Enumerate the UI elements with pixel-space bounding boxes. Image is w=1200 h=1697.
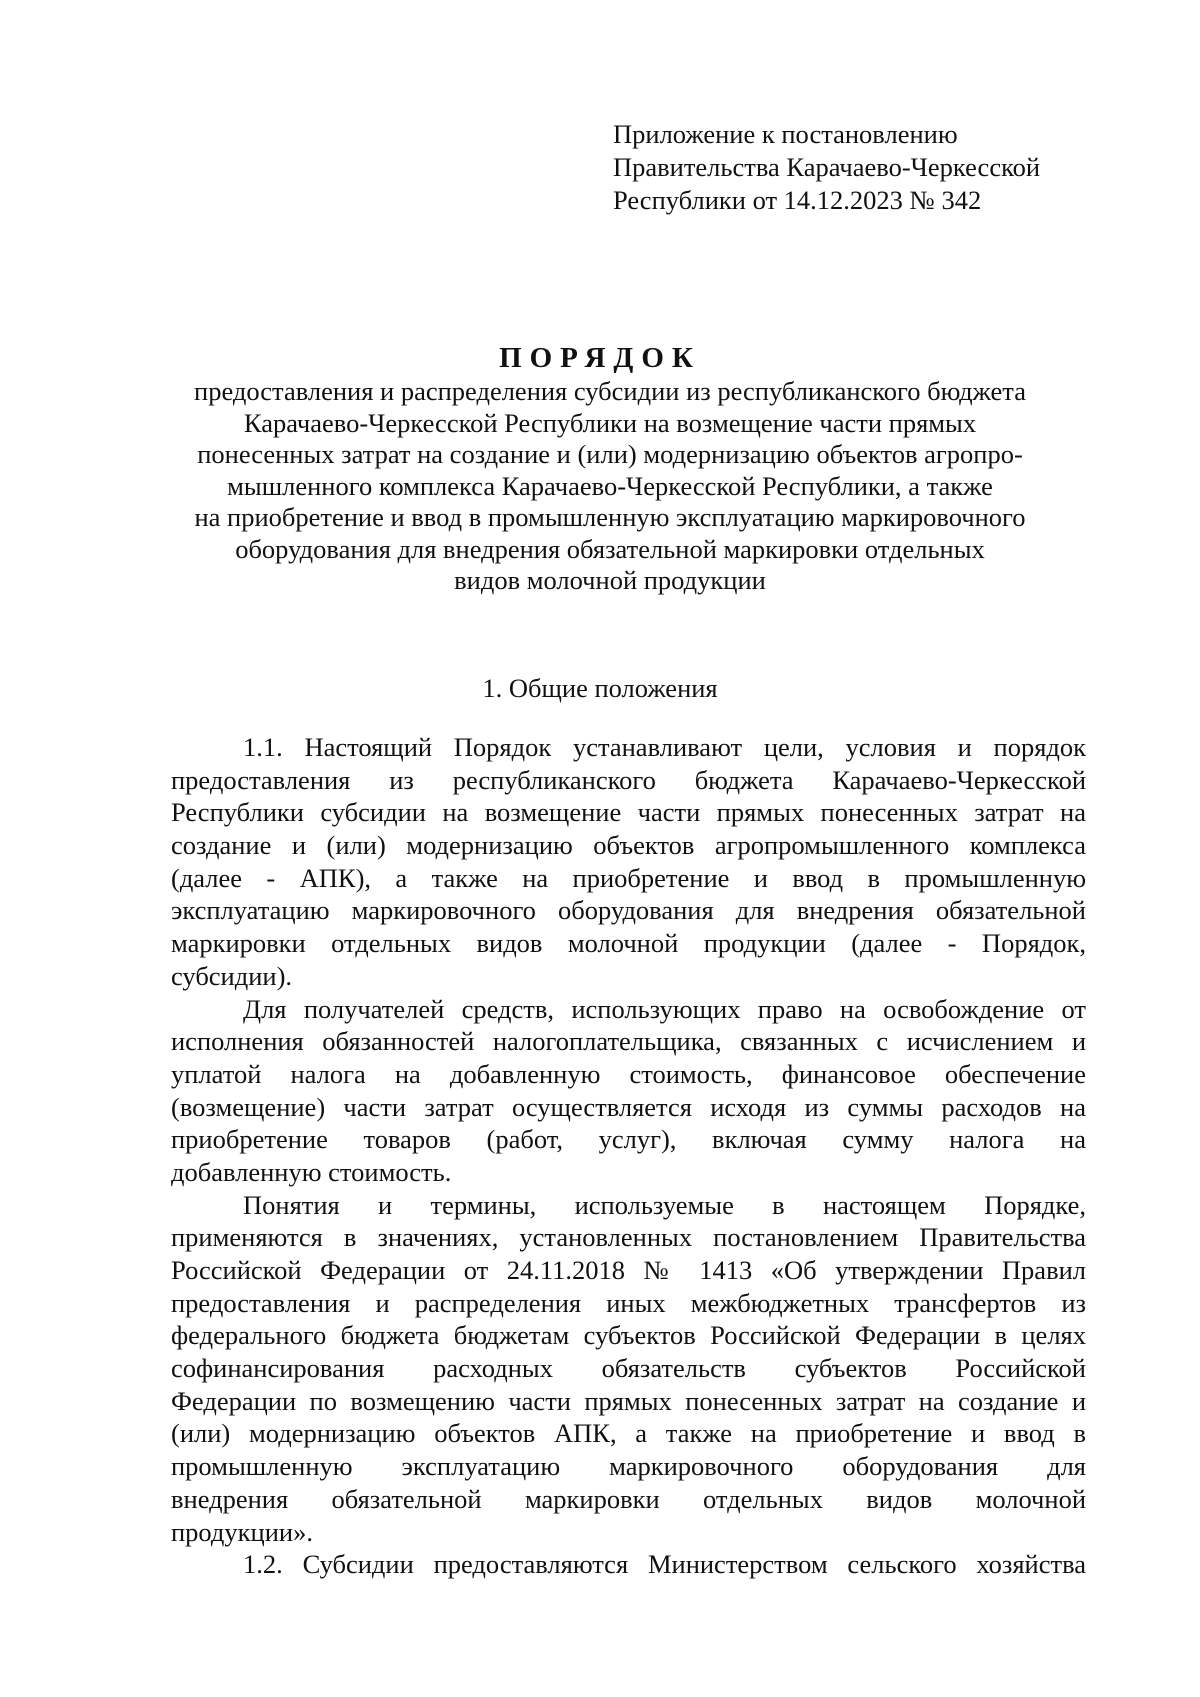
appendix-line: Правительства Карачаево-Черкесской [613, 152, 1041, 182]
appendix-note [613, 118, 1133, 217]
subtitle-line: видов молочной продукции [454, 565, 766, 595]
body-line: уплатой налога на добавленную стоимость, финансовое обеспечение [171, 1058, 1086, 1089]
body-line: субсидии). [171, 960, 293, 991]
body-line: Для получателей средств, использующих право на освобождение от [243, 993, 1086, 1024]
body-line: 1.2. Субсидии предоставляются Министерством сельского хозяйства [243, 1549, 1086, 1580]
subtitle-line: понесенных затрат на создание и (или) модернизацию объектов агропро- [197, 439, 1023, 469]
body-line: (возмещение) части затрат осуществляется исходя из суммы расходов на [171, 1091, 1086, 1122]
body-line: Российской Федерации от 24.11.2018 № 1413 «Об утверждении Правил [171, 1255, 1086, 1285]
subtitle-line: на приобретение и ввод в промышленную эксплуатацию маркировочного [194, 502, 1026, 532]
subtitle-line: мышленного комплекса Карачаево-Черкесской Республики, а также [227, 470, 993, 501]
body-line: федерального бюджета бюджетам субъектов Российской Федерации в целях [171, 1320, 1086, 1351]
body-line: Федерации по возмещению части прямых понесенных затрат на создание и [171, 1385, 1086, 1416]
subtitle-line: предоставления и распределения субсидии из республиканского бюджета [194, 376, 1026, 406]
body-line: маркировки отдельных видов молочной продукции (далее - Порядок, [171, 928, 1086, 959]
body-line: софинансирования расходных обязательств субъектов Российской [171, 1353, 1086, 1384]
body-line: предоставления из республиканского бюджета Карачаево-Черкесской [171, 764, 1086, 795]
subtitle-line: оборудования для внедрения обязательной маркировки отдельных [235, 533, 985, 564]
body-text [171, 731, 1086, 1581]
body-line: Республики субсидии на возмещение части прямых понесенных затрат на [171, 797, 1086, 828]
body-line: создание и (или) модернизацию объектов агропромышленного комплекса [171, 830, 1086, 861]
body-line: исполнения обязанностей налогоплательщика, связанных с исчислением и [171, 1026, 1086, 1057]
body-line: промышленную эксплуатацию маркировочного оборудования для [171, 1451, 1086, 1482]
body-line: продукции». [171, 1516, 313, 1547]
document-title: ПОРЯДОК [499, 342, 701, 374]
section-heading: 1. Общие положения [482, 673, 718, 703]
body-line: приобретение товаров (работ, услуг), включая сумму налога на [171, 1124, 1086, 1155]
document-subtitle [150, 376, 1070, 597]
body-line: добавленную стоимость. [171, 1156, 452, 1187]
body-line: эксплуатацию маркировочного оборудования для внедрения обязательной [171, 895, 1086, 926]
appendix-line: Республики от 14.12.2023 № 342 [613, 185, 982, 215]
body-line: 1.1. Настоящий Порядок устанавливают цели, условия и порядок [243, 732, 1086, 762]
appendix-line: Приложение к постановлению [613, 119, 958, 149]
body-line: (далее - АПК), а также на приобретение и ввод в промышленную [171, 862, 1086, 893]
body-line: применяются в значениях, установленных постановлением Правительства [171, 1222, 1086, 1253]
body-line: внедрения обязательной маркировки отдельных видов молочной [171, 1483, 1086, 1514]
body-line: (или) модернизацию объектов АПК, а также на приобретение и ввод в [171, 1418, 1086, 1449]
body-line: Понятия и термины, используемые в настоящем Порядке, [243, 1189, 1086, 1220]
body-line: предоставления и распределения иных межбюджетных трансфертов из [171, 1287, 1086, 1318]
subtitle-line: Карачаево-Черкесской Республики на возмещение части прямых [243, 407, 977, 438]
